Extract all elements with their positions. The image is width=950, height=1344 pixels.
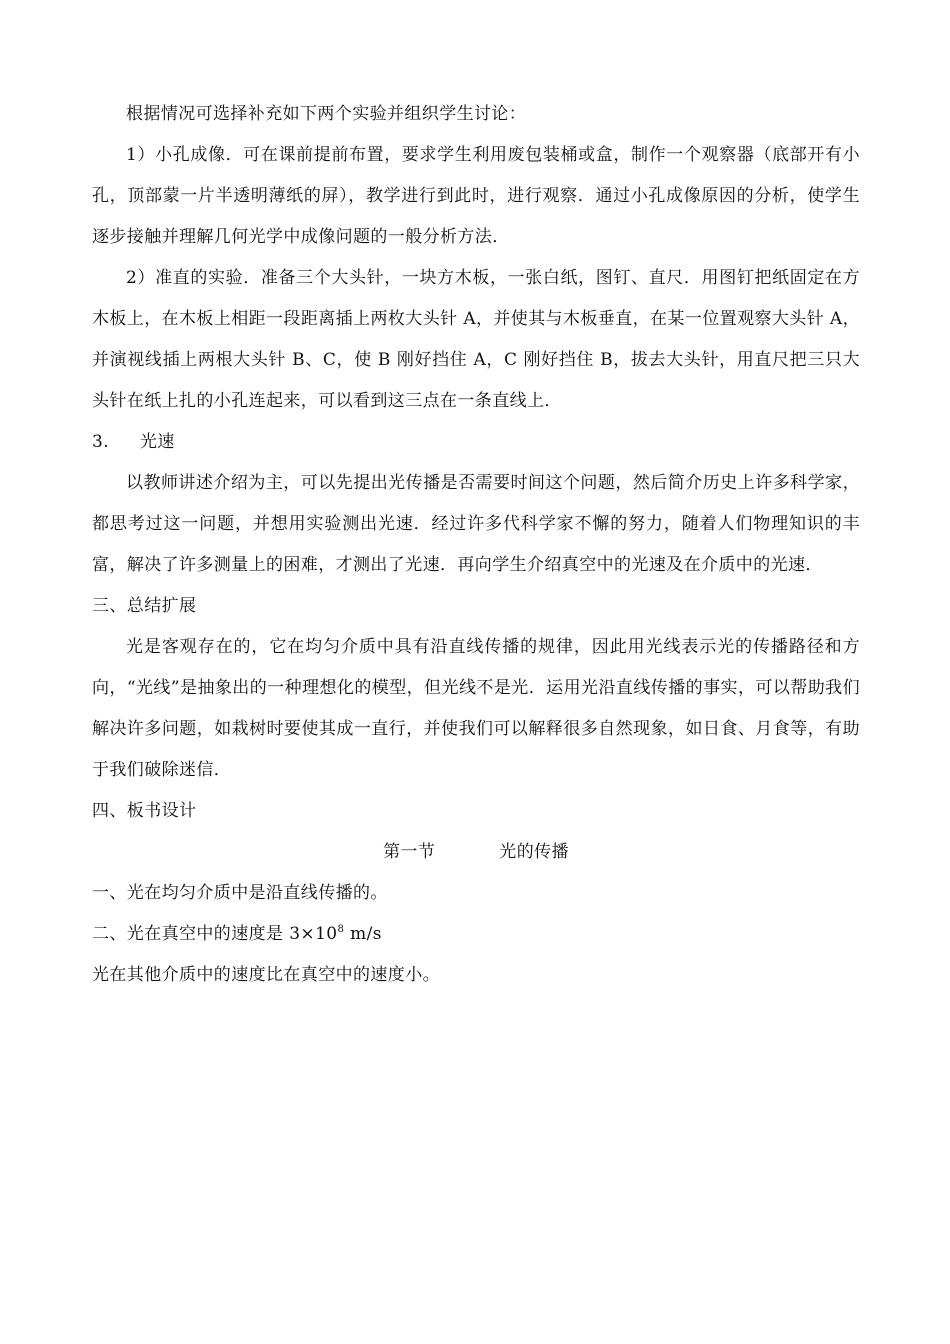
board-section-label: 第一节 bbox=[383, 842, 436, 862]
experiment-alignment-paragraph: 2）准直的实验．准备三个大头针，一块方木板，一张白纸，图钉、直尺．用图钉把纸固定在方木板上，在木板上相距一段距离插上两枚大头针 A，并使其与木板垂直，在某一位置观察大头针 A，并演视线插上两根大头针 B、C，使 B 刚好挡住 A，C 刚好挡住 B，拔去大头针，用直尺把三只大头针在纸上扎的小孔连起来，可以看到这三点在一条直线上． bbox=[92, 268, 860, 411]
board-line-2-prefix: 二、光在真空中的速度是 3×10 bbox=[92, 924, 338, 944]
speed-of-light-paragraph: 以教师讲述介绍为主，可以先提出光传播是否需要时间这个问题，然后简介历史上许多科学家，都思考过这一问题，并想用实验测出光速．经过许多代科学家不懈的努力，随着人们物理知识的丰富，解决了许多测量上的困难，才测出了光速．再向学生介绍真空中的光速及在介质中的光速． bbox=[92, 473, 860, 575]
board-line-2 bbox=[92, 914, 860, 955]
board-line-2-suffix: m/s bbox=[344, 924, 382, 944]
summary-paragraph: 光是客观存在的，它在均匀介质中具有沿直线传播的规律，因此用光线表示光的传播路径和方向，“光线”是抽象出的一种理想化的模型，但光线不是光．运用光沿直线传播的事实，可以帮助我们解决许多问题，如栽树时要使其成一直行，并使我们可以解释很多自然现象，如日食、月食等，有助于我们破除迷信． bbox=[92, 637, 860, 780]
section-3-title: 光速 bbox=[140, 432, 175, 452]
section-3-heading bbox=[92, 422, 860, 463]
board-line-2-exponent: 8 bbox=[337, 924, 345, 935]
board-design-heading: 四、板书设计 bbox=[92, 801, 197, 821]
board-section-title: 光的传播 bbox=[499, 842, 569, 862]
board-title bbox=[92, 832, 860, 873]
section-3-number: 3. bbox=[92, 432, 110, 452]
intro-paragraph: 根据情况可选择补充如下两个实验并组织学生讨论： bbox=[126, 104, 527, 124]
summary-heading: 三、总结扩展 bbox=[92, 596, 197, 616]
document-page bbox=[92, 94, 860, 996]
board-line-3: 光在其他介质中的速度比在真空中的速度小。 bbox=[92, 965, 440, 985]
board-line-1: 一、光在均匀介质中是沿直线传播的。 bbox=[92, 883, 388, 903]
experiment-pinhole-paragraph: 1）小孔成像．可在课前提前布置，要求学生利用废包装桶或盒，制作一个观察器（底部开有小孔，顶部蒙一片半透明薄纸的屏），教学进行到此时，进行观察．通过小孔成像原因的分析，使学生逐步接触并理解几何光学中成像问题的一般分析方法． bbox=[92, 145, 860, 247]
